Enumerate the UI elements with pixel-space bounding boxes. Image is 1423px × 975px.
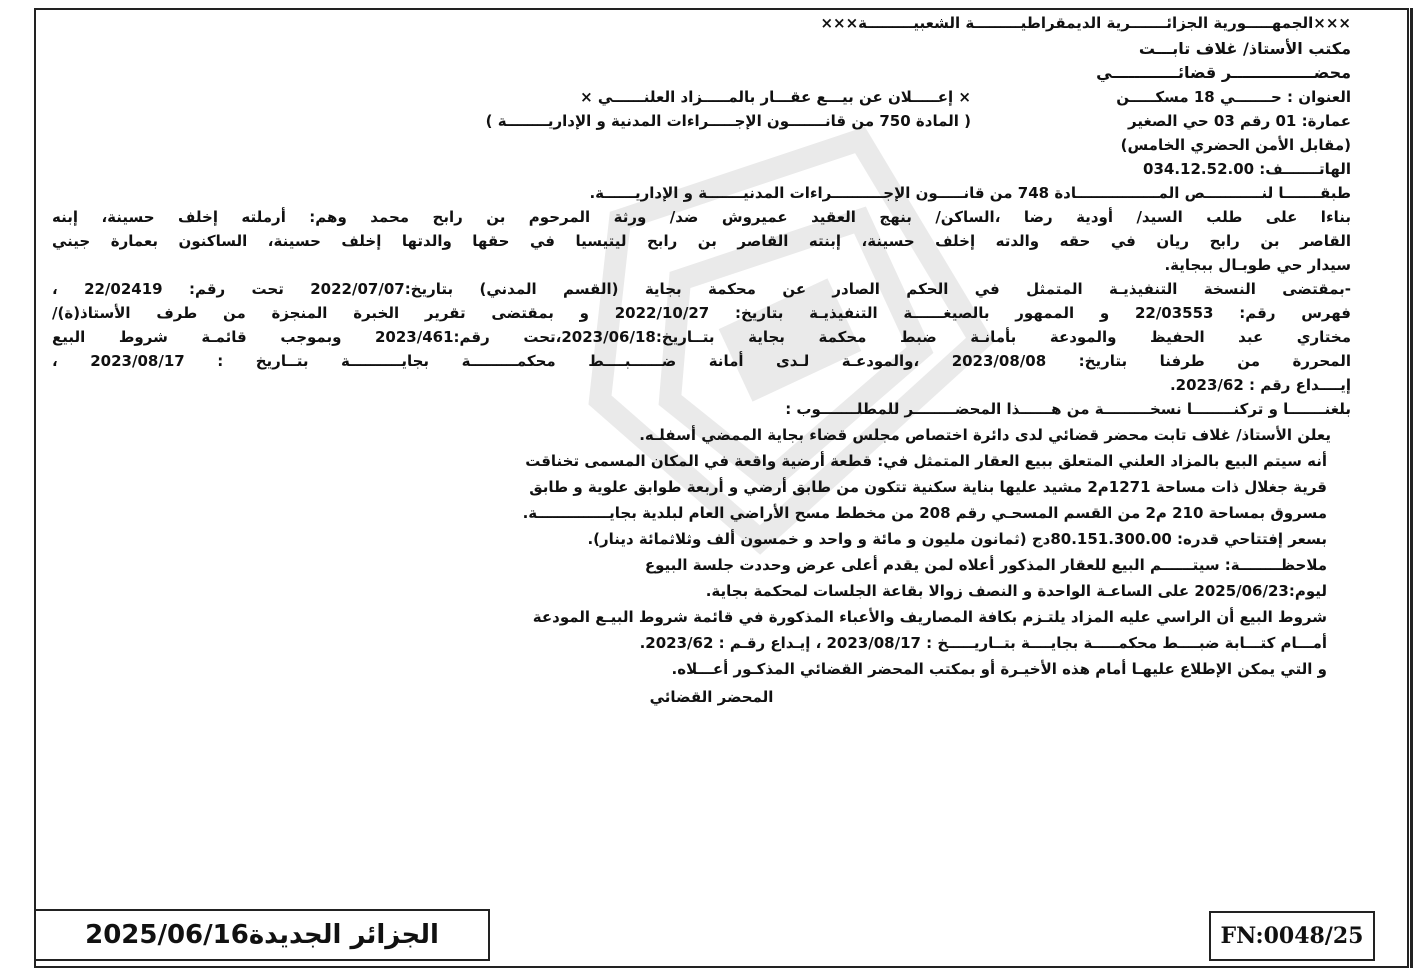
- address-landmark: (مقابل الأمن الحضري الخامس): [1120, 136, 1351, 154]
- request-line-1: بناءا على طلب السيد/ أودية رضا ،الساكن/ بنهج العقيد عميروش ضد/ ورثة المرحوم بن رابح محمد وهم: أرملته إخلف حسينة، إبنه: [52, 208, 1351, 226]
- address-building: عمارة: 01 رقم 03 حي الصغير: [1128, 112, 1351, 130]
- legal-basis-line: طبقـــــــا لنـــــــــــص المــــــــــــــــادة 748 من قانـــــون الإجــــــــــراءات المدنيـــــــة و الإداريــــــة.: [589, 184, 1351, 202]
- opening-price: بسعر إفتتاحي قدره: 80.151.300.00دج (ثمانون مليون و مائة و واحد و خمسون ألف وثلاثمائة دينار).: [587, 530, 1327, 548]
- request-line-3: سيدار حي طوبـال ببجاية.: [1164, 256, 1351, 274]
- judgment-line-1: -بمقتضى النسخة التنفيذيـة المتمثل في الحكم الصادر عن محكمة بجاية (القسم المدني) بتاريخ:2022/07/07 تحت رقم: 22/02419 ،: [52, 280, 1351, 298]
- note-line-2: ليوم:2025/06/23 على الساعـة الواحدة و النصف زوالا بقاعة الجلسات لمحكمة بجاية.: [705, 582, 1327, 600]
- notice-article: ( المادة 750 من قانـــــــون الإجـــــراءات المدنية و الإداريــــــــة ): [485, 112, 971, 130]
- note-line-1: ملاحظــــــــة: سيتــــــم البيع للعقار المذكور أعلاه لمن يقدم أعلى عرض وحددت جلسة البيوع: [644, 556, 1327, 574]
- office-name: مكتب الأستاذ/ غلاف تابـــت: [1138, 39, 1351, 58]
- request-line-2: القاصر بن رابح ريان في حقه والدته إخلف حسينة، إبنته القاصر بن رابح ليتيسيا في حقها والدتها إخلف حسينة، الساكنون بعمارة جيني: [52, 232, 1351, 250]
- republic-heading: ×××الجمهـــــورية الجزائـــــــرية الديمقراطيـــــــــة الشعبيـــــــــة×××: [820, 14, 1351, 32]
- reference-number: FN:0048/25: [1220, 923, 1364, 949]
- judgment-line-4: المحررة من طرفنا بتاريخ: 2023/08/08 ،والمودعـة لـدى أمانة ضــــــبــــط محكمـــــــــة بجايــــــــــة بتــاريخ : 2023/08/17 ،: [52, 352, 1352, 370]
- phone-number: الهاتـــــــف: 034.12.52.00: [1143, 160, 1351, 178]
- notification-line: بلغنـــــــا و تركنــــــــا نسخـــــــــة من هــــــذا المحضــــــــر للمطلـــــــوب :: [785, 400, 1351, 418]
- reference-box: [1209, 911, 1375, 961]
- judgment-line-3: مختاري عبد الحفيظ والمودعة بأمانـة ضبط محكمة بجاية بتــاريخ:2023/06/18،تحت رقم:2023/461 وبموجب قائمـة شروط البيع: [52, 328, 1351, 346]
- notice-title: × إعـــــلان عن بيـــع عقـــار بالمـــــزاد العلنــــــي ×: [580, 88, 971, 106]
- address-label: العنوان : حـــــــي 18 مسكـــــن: [1116, 88, 1351, 106]
- property-line-3: مسروق بمساحة 210 م2 من القسم المسحـي رقم 208 من مخطط مسح الأراضي العام لبلدية بجايــــــــــــــة.: [522, 504, 1327, 522]
- property-line-2: قرية جغلال ذات مساحة 1271م2 مشيد عليها بناية سكنية تتكون من طابق أرضي و أربعة طوابق علوية و طابق: [529, 478, 1327, 496]
- deposit-number: إيــــداع رقم : 2023/62.: [1169, 376, 1351, 394]
- property-line-1: أنه سيتم البيع بالمزاد العلني المتعلق ببيع العقار المتمثل في: قطعة أرضية واقعة في المكان المسمى تخناقت: [525, 452, 1327, 470]
- judgment-line-2: فهرس رقم: 22/03553 و الممهور بالصيغــــــة التنفيذيـة بتاريخ: 2022/10/27 و بمقتضى تقرير الخبرة المنجزة من طرف الأستاذ(ة)/: [52, 304, 1351, 322]
- announcement-line: يعلن الأستاذ/ غلاف تابت محضر قضائي لدى دائرة اختصاص مجلس قضاء بجاية الممضي أسفلـه.: [639, 426, 1331, 444]
- conditions-line-1: شروط البيع أن الراسي عليه المزاد يلتـزم بكافة المصاريف والأعباء المذكورة في قائمة شروط البيـع المودعة: [532, 608, 1327, 626]
- page-edge-rule: [1410, 8, 1413, 968]
- conditions-line-3: و التي يمكن الإطلاع عليهـا أمام هذه الأخيـرة أو بمكتب المحضر القضائي المذكـور أعـــلاه.: [671, 660, 1327, 678]
- newspaper-date: الجزائر الجديدة2025/06/16: [85, 920, 439, 950]
- newspaper-date-box: [34, 909, 490, 961]
- signature-label: المحضر القضائي: [649, 688, 774, 706]
- conditions-line-2: أمـــام كتـــابة ضبــــط محكمـــــة بجايــــة بتــاريـــــخ : 2023/08/17 ، إيـداع رقـم : 2023/62.: [639, 634, 1327, 652]
- bailiff-role: محضـــــــــــــــر قضائــــــــــــي: [1096, 63, 1351, 82]
